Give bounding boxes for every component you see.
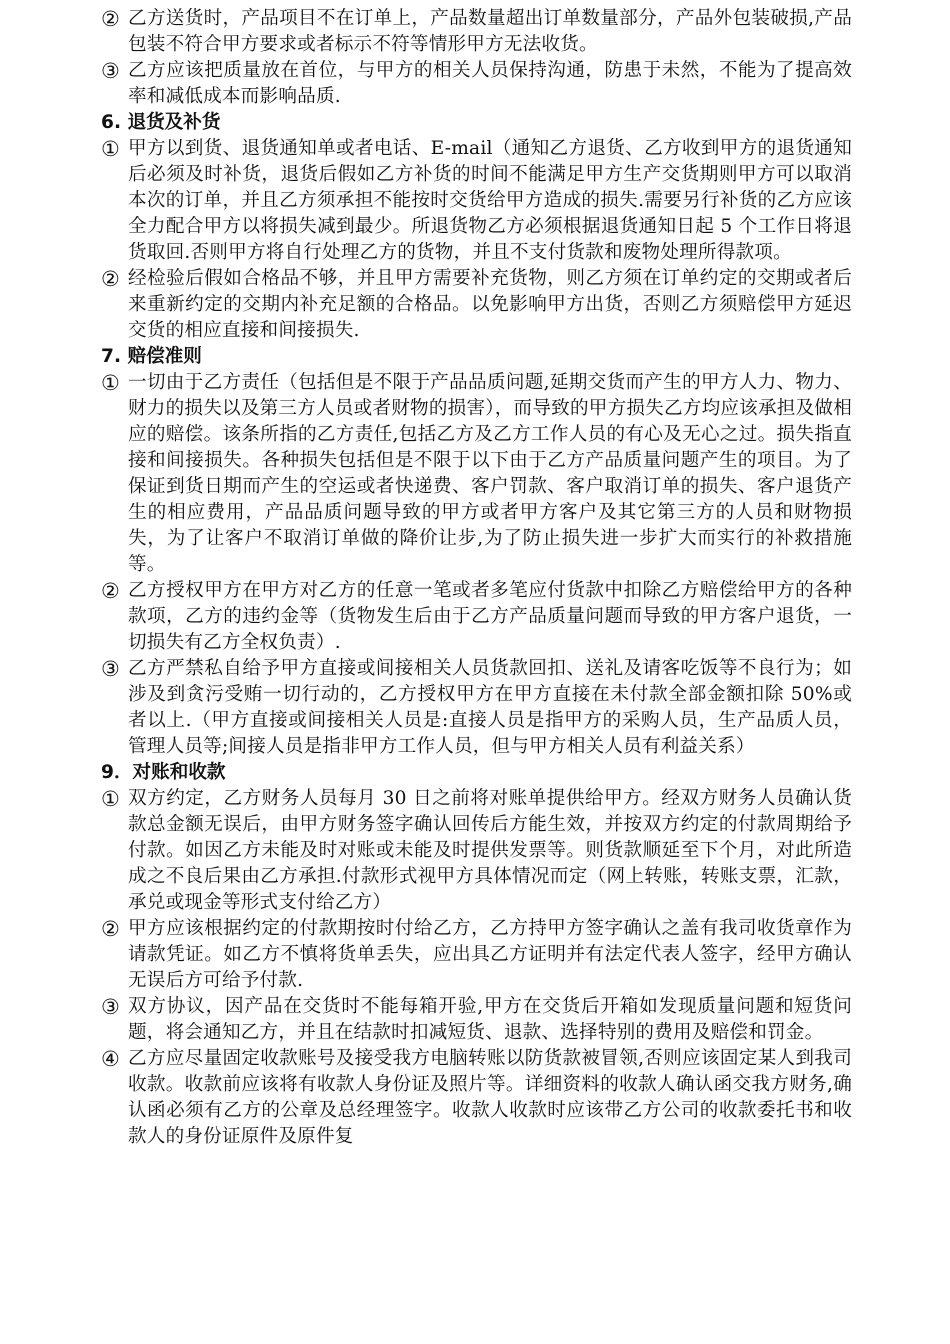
item-text: 双方约定，乙方财务人员每月 30 日之前将对账单提供给甲方。经双方财务人员确认货款总金额无误后，由甲方财务签字确认回传后方能生效，并按双方约定的付款周期给予付款。如因乙方未能及时对账或未能及时提供发票等。则货款顺延至下个月，对此所造成之不良后果由乙方承担.付款形式视甲方具体情况而定（网上转账，转账支票，汇款，承兑或现金等形式支付给乙方） bbox=[128, 788, 852, 913]
item-marker: ① bbox=[101, 371, 120, 395]
list-item bbox=[101, 6, 852, 58]
item-text: 一切由于乙方责任（包括但是不限于产品品质问题,延期交货而产生的甲方人力、物力、财力的损失以及第三方人员或者财物的损害），而导致的甲方损失乙方均应该承担及做相应的赔偿。该条所指的乙方责任,包括乙方及乙方工作人员的有心及无心之过。损失指直接和间接损失。各种损失包括但是不限于以下由于乙方产品质量问题产生的项目。为了保证到货日期而产生的空运或者快递费、客户罚款、客户取消订单的损失、客户退货产生的相应费用，产品品质问题导致的甲方或者甲方客户及其它第三方的人员和财物损失，为了让客户不取消订单做的降价让步,为了防止损失进一步扩大而实行的补救措施等。 bbox=[128, 372, 852, 575]
list-item bbox=[101, 266, 852, 344]
item-marker: ① bbox=[101, 787, 120, 811]
item-text: 经检验后假如合格品不够，并且甲方需要补充货物，则乙方须在订单约定的交期或者后来重新约定的交期内补充足额的合格品。以免影响甲方出货，否则乙方须赔偿甲方延迟交货的相应直接和间接损失. bbox=[128, 268, 852, 341]
item-text: 甲方应该根据约定的付款期按时付给乙方，乙方持甲方签字确认之盖有我司收货章作为请款凭证。如乙方不慎将货单丢失，应出具乙方证明并有法定代表人签字，经甲方确认无误后方可给予付款. bbox=[128, 918, 852, 991]
item-marker: ④ bbox=[101, 1047, 120, 1071]
list-item bbox=[101, 578, 852, 656]
item-marker: ② bbox=[101, 267, 120, 291]
item-text: 双方协议，因产品在交货时不能每箱开验,甲方在交货后开箱如发现质量问题和短货问题，将会通知乙方，并且在结款时扣减短货、退款、选择特别的费用及赔偿和罚金。 bbox=[128, 996, 852, 1043]
section-heading-reconciliation: 9．对账和收款 bbox=[101, 762, 226, 783]
list-item bbox=[101, 136, 852, 266]
section-heading-returns: 6. 退货及补货 bbox=[101, 112, 221, 133]
item-text: 甲方以到货、退货通知单或者电话、E-mail（通知乙方退货、乙方收到甲方的退货通知后必须及时补货，退货后假如乙方补货的时间不能满足甲方生产交货期则甲方可以取消本次的订单，并且乙方须承担不能按时交货给甲方造成的损失.需要另行补货的乙方应该全力配合甲方以将损失减到最少。所退货物乙方必须根据退货通知日起 5 个工作日将退货取回.否则甲方将自行处理乙方的货物，并且不支付货款和废物处理所得款项。 bbox=[128, 138, 852, 263]
item-marker: ① bbox=[101, 137, 120, 161]
item-text: 乙方应该把质量放在首位，与甲方的相关人员保持沟通，防患于未然，不能为了提高效率和减低成本而影响品质. bbox=[128, 60, 852, 107]
item-marker: ③ bbox=[101, 657, 120, 681]
item-marker: ③ bbox=[101, 995, 120, 1019]
list-item bbox=[101, 786, 852, 916]
list-item bbox=[101, 916, 852, 994]
list-item bbox=[101, 58, 852, 110]
item-marker: ③ bbox=[101, 59, 120, 83]
item-text: 乙方授权甲方在甲方对乙方的任意一笔或者多笔应付货款中扣除乙方赔偿给甲方的各种款项，乙方的违约金等（货物发生后由于乙方产品质量问题而导致的甲方客户退货，一切损失有乙方全权负责）. bbox=[128, 580, 852, 653]
item-text: 乙方送货时，产品项目不在订单上，产品数量超出订单数量部分，产品外包装破损,产品包装不符合甲方要求或者标示不符等情形甲方无法收货。 bbox=[128, 8, 852, 55]
item-text: 乙方严禁私自给予甲方直接或间接相关人员货款回扣、送礼及请客吃饭等不良行为；如涉及到贪污受贿一切行动的，乙方授权甲方在甲方直接在未付款全部金额扣除 50%或者以上.（甲方直接或间接相关人员是:直接人员是指甲方的采购人员，生产品质人员，管理人员等;间接人员是指非甲方工作人员，但与甲方相关人员有利益关系） bbox=[128, 658, 852, 757]
item-marker: ② bbox=[101, 7, 120, 31]
item-marker: ② bbox=[101, 917, 120, 941]
list-item bbox=[101, 1046, 852, 1150]
section-heading-compensation: 7. 赔偿准则 bbox=[101, 346, 202, 367]
item-text: 乙方应尽量固定收款账号及接受我方电脑转账以防货款被冒领,否则应该固定某人到我司收款。收款前应该将有收款人身份证及照片等。详细资料的收款人确认函交我方财务,确认函必须有乙方的公章及总经理签字。收款人收款时应该带乙方公司的收款委托书和收款人的身份证原件及原件复 bbox=[128, 1048, 852, 1147]
list-item bbox=[101, 370, 852, 578]
list-item bbox=[101, 994, 852, 1046]
item-marker: ② bbox=[101, 579, 120, 603]
list-item bbox=[101, 656, 852, 760]
